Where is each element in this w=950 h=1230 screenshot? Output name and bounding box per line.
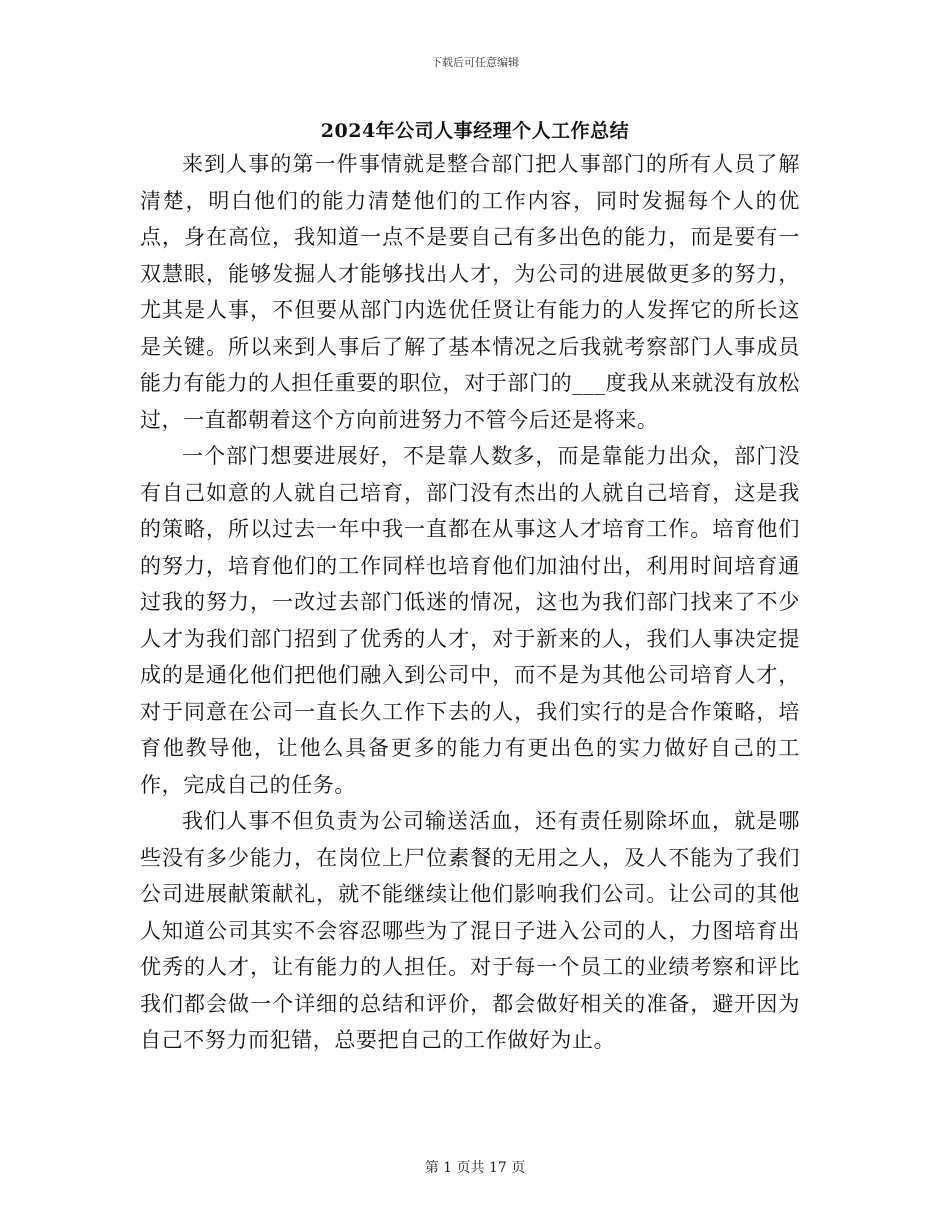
document-title: 2024年公司人事经理个人工作总结 bbox=[320, 120, 630, 142]
paragraph-1: 来到人事的第一件事情就是整合部门把人事部门的所有人员了解清楚，明白他们的能力清楚他们的工作内容，同时发掘每个人的优点，身在高位，我知道一点不是要自己有多出色的能力，而是要有一双慧眼，能够发掘人才能够找出人才，为公司的进展做更多的努力，尤其是人事，不但要从部门内选优任贤让有能力的人发挥它的所长这是关键。所以来到人事后了解了基本情况之后我就考察部门人事成员能力有能力的人担任重要的职位，对于部门的___度我从来就没有放松过，一直都朝着这个方向前进努力不管今后还是将来。 bbox=[140, 152, 800, 432]
document-body bbox=[140, 146, 800, 1059]
paragraph-3: 我们人事不但负责为公司输送活血，还有责任剔除坏血，就是哪些没有多少能力，在岗位上尸位素餐的无用之人，及人不能为了我们公司进展献策献礼，就不能继续让他们影响我们公司。让公司的其他人知道公司其实不会容忍哪些为了混日子进入公司的人，力图培育出优秀的人才，让有能力的人担任。对于每一个员工的业绩考察和评比我们都会做一个详细的总结和评价，都会做好相关的准备，避开因为自己不努力而犯错，总要把自己的工作做好为止。 bbox=[140, 809, 800, 1052]
page-header-note: 下载后可任意编辑 bbox=[431, 56, 519, 69]
page-number: 第 1 页共 17 页 bbox=[424, 1160, 526, 1176]
paragraph-2: 一个部门想要进展好，不是靠人数多，而是靠能力出众，部门没有自己如意的人就自己培育，部门没有杰出的人就自己培育，这是我的策略，所以过去一年中我一直都在从事这人才培育工作。培育他们的努力，培育他们的工作同样也培育他们加油付出，利用时间培育通过我的努力，一改过去部门低迷的情况，这也为我们部门找来了不少人才为我们部门招到了优秀的人才，对于新来的人，我们人事决定提成的是通化他们把他们融入到公司中，而不是为其他公司培育人才，对于同意在公司一直长久工作下去的人，我们实行的是合作策略，培育他教导他，让他么具备更多的能力有更出色的实力做好自己的工作，完成自己的任务。 bbox=[140, 444, 800, 797]
